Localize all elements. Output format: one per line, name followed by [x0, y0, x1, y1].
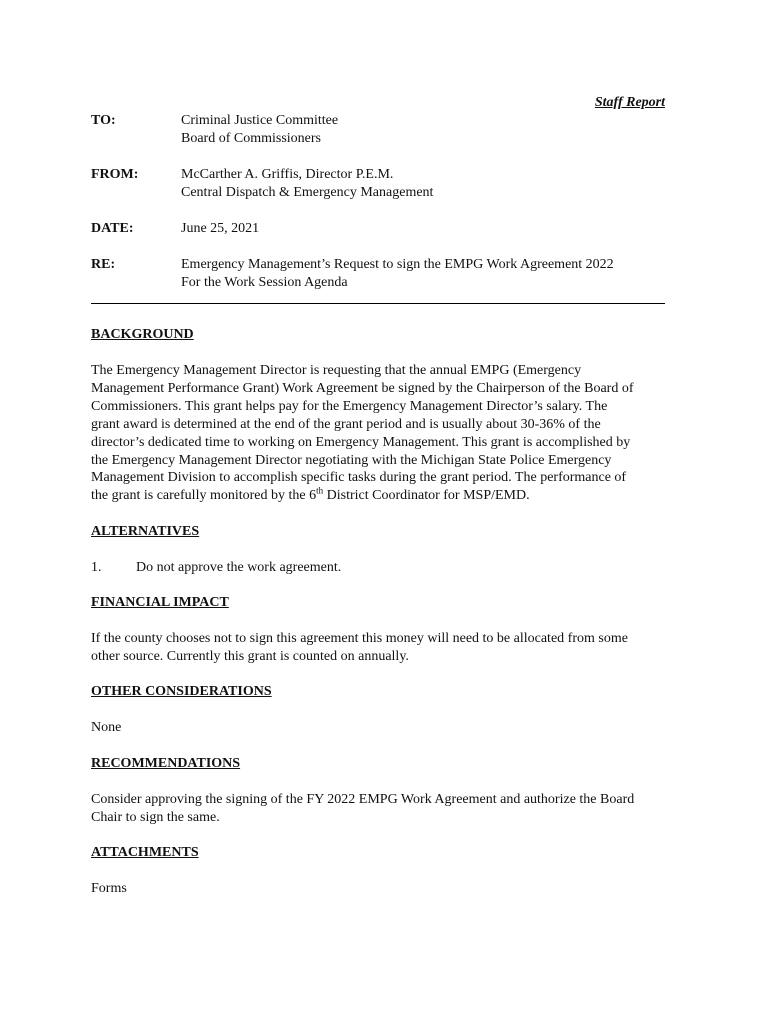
attachments-heading: ATTACHMENTS: [91, 845, 199, 860]
other-considerations-paragraph: [91, 719, 681, 737]
ordinal-suffix: th: [316, 485, 324, 496]
background-line: Management Performance Grant) Work Agreement be signed by the Chairperson of the Board of: [91, 380, 634, 396]
background-line-end: District Coordinator for MSP/EMD.: [323, 488, 530, 504]
other-considerations-line: None: [91, 720, 122, 735]
background-line: Commissioners. This grant helps pay for the Emergency Management Director’s salary. The: [91, 398, 608, 414]
background-paragraph: [91, 362, 681, 505]
from-line: Central Dispatch & Emergency Management: [181, 185, 434, 200]
re-line: Emergency Management’s Request to sign the EMPG Work Agreement 2022: [181, 257, 614, 272]
to-line: Board of Commissioners: [181, 131, 321, 146]
other-considerations-heading: OTHER CONSIDERATIONS: [91, 684, 272, 699]
recommendations-heading: RECOMMENDATIONS: [91, 756, 241, 771]
recommendations-line: Chair to sign the same.: [91, 809, 220, 825]
background-heading: BACKGROUND: [91, 327, 194, 342]
background-line: grant award is determined at the end of the grant period and is usually about 30-36% of the: [91, 416, 601, 432]
re-line: For the Work Session Agenda: [181, 275, 348, 290]
from-label: FROM:: [91, 167, 139, 182]
re-value: [181, 256, 681, 292]
date-line: June 25, 2021: [181, 221, 260, 236]
attachments-paragraph: [91, 880, 681, 898]
date-label: DATE:: [91, 221, 134, 236]
alternatives-heading: ALTERNATIVES: [91, 524, 200, 539]
alternative-text: Do not approve the work agreement.: [136, 560, 342, 575]
background-line: director’s dedicated time to working on Emergency Management. This grant is accomplished by: [91, 434, 631, 450]
background-line-start: the grant is carefully monitored by the 6: [91, 488, 317, 504]
financial-impact-heading: FINANCIAL IMPACT: [91, 595, 229, 610]
re-label: RE:: [91, 257, 116, 272]
financial-impact-paragraph: [91, 630, 681, 666]
attachments-line: Forms: [91, 881, 127, 896]
recommendations-paragraph: [91, 791, 681, 827]
report-type-label: Staff Report: [594, 95, 665, 110]
background-line: The Emergency Management Director is requesting that the annual EMPG (Emergency: [91, 363, 582, 378]
background-line: [91, 487, 681, 505]
header-divider: [91, 303, 665, 304]
financial-line: If the county chooses not to sign this agreement this money will need to be allocated from some: [91, 631, 628, 646]
background-line: Management Division to accomplish specific tasks during the grant period. The performance of: [91, 470, 627, 486]
from-value: [181, 166, 681, 202]
from-line: McCarther A. Griffis, Director P.E.M.: [181, 167, 394, 182]
recommendations-line: Consider approving the signing of the FY 2022 EMPG Work Agreement and authorize the Board: [91, 792, 635, 807]
background-line: the Emergency Management Director negotiating with the Michigan State Police Emergency: [91, 452, 612, 468]
to-label: TO:: [91, 113, 116, 128]
to-line: Criminal Justice Committee: [181, 113, 339, 128]
to-value: [181, 112, 681, 148]
alternative-number: 1.: [91, 560, 102, 575]
financial-line: other source. Currently this grant is counted on annually.: [91, 648, 409, 664]
date-value: [181, 220, 681, 238]
